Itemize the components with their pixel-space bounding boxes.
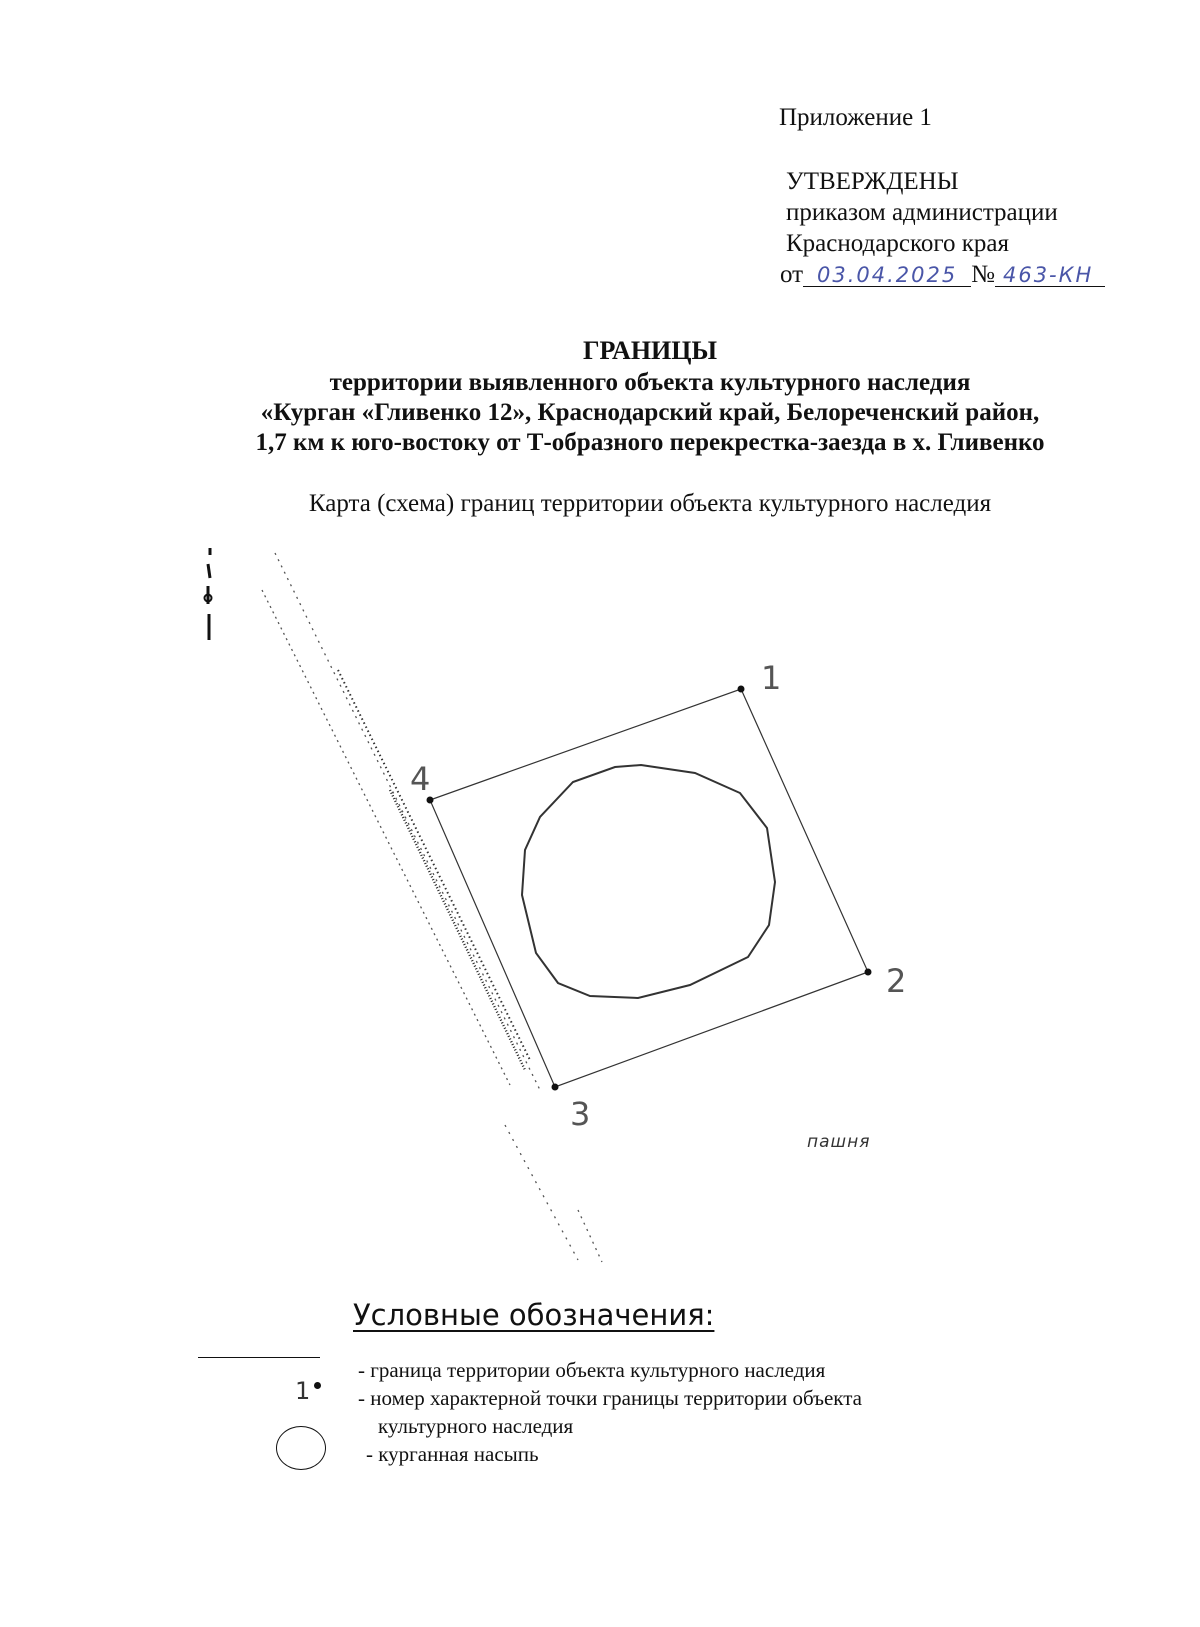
handwritten-date: 03.04.2025 bbox=[816, 263, 958, 287]
approval-line-3: Краснодарского края bbox=[786, 230, 1009, 257]
legend-point-sample-label: 1 bbox=[295, 1377, 311, 1405]
legend-point-dot-icon bbox=[314, 1382, 321, 1389]
heritage-boundary bbox=[430, 689, 868, 1087]
boundary-points bbox=[427, 686, 872, 1091]
date-prefix: от bbox=[780, 261, 804, 288]
north-arrow-icon bbox=[205, 548, 212, 640]
legend-point-sample bbox=[295, 1377, 321, 1405]
legend-text-boundary: - граница территории объекта культурного наследия bbox=[358, 1358, 826, 1382]
point-2-marker bbox=[865, 969, 872, 976]
approval-line-1: УТВЕРЖДЕНЫ bbox=[786, 168, 959, 195]
number-sign: № bbox=[971, 261, 995, 288]
kurgan-mound bbox=[522, 765, 775, 998]
appendix-label: Приложение 1 bbox=[779, 104, 932, 131]
point-4-label: 4 bbox=[410, 760, 431, 798]
point-3-label: 3 bbox=[570, 1095, 591, 1133]
point-1-label: 1 bbox=[761, 659, 782, 697]
title-line-2: «Курган «Гливенко 12», Краснодарский край, Белореченский район, bbox=[260, 399, 1040, 426]
point-2-label: 2 bbox=[886, 962, 907, 1000]
map-caption: Карта (схема) границ территории объекта культурного наследия bbox=[308, 490, 992, 517]
legend-text-point-cont: культурного наследия bbox=[378, 1414, 574, 1438]
legend-circle-icon bbox=[276, 1426, 326, 1470]
title-main: ГРАНИЦЫ bbox=[582, 336, 718, 365]
title-line-3: 1,7 км к юго-востоку от Т-образного перекрестка-заезда в х. Гливенко bbox=[255, 429, 1045, 456]
land-label: пашня bbox=[807, 1132, 871, 1152]
point-3-marker bbox=[552, 1084, 559, 1091]
legend-title: Условные обозначения: bbox=[353, 1298, 715, 1332]
road-lines bbox=[262, 553, 602, 1262]
title-line-1: территории выявленного объекта культурного наследия bbox=[329, 369, 971, 396]
approval-line-2: приказом администрации bbox=[786, 199, 1058, 226]
legend-text-point: - номер характерной точки границы территории объекта bbox=[358, 1386, 862, 1410]
point-1-marker bbox=[738, 686, 745, 693]
legend-line-sample bbox=[198, 1357, 320, 1358]
legend-text-mound: - курганная насыпь bbox=[366, 1442, 539, 1466]
handwritten-number: 463-КН bbox=[1002, 263, 1094, 287]
